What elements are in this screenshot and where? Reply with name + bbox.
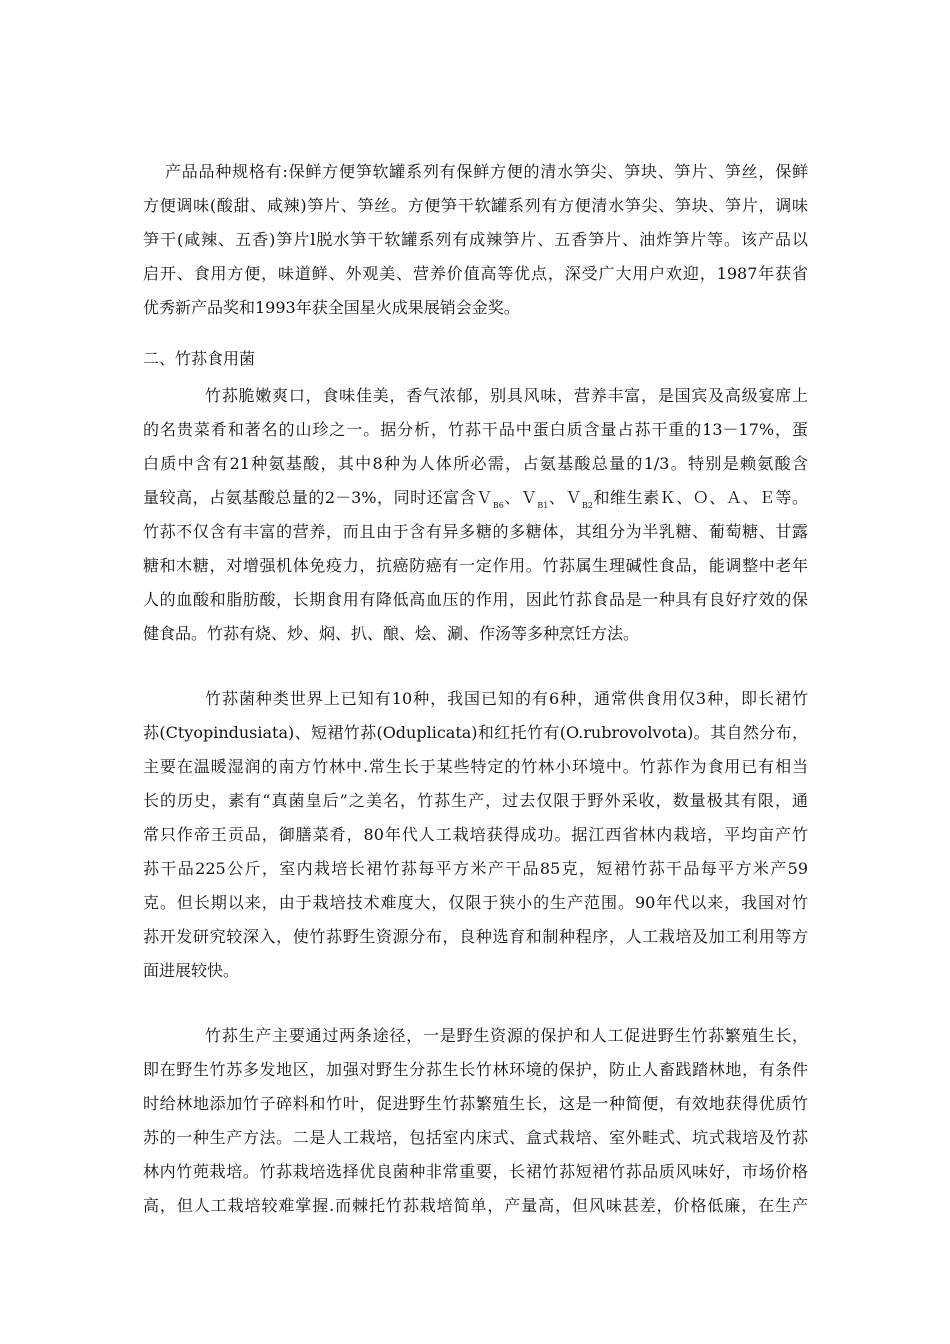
text-line: 面进展较快。: [143, 961, 240, 980]
text-line-with-subscripts: [143, 481, 808, 515]
text-segment: 、Ｖ: [548, 488, 582, 507]
subscript: B1: [537, 501, 549, 510]
text-line: 笋干(咸辣、五香)笋片l脱水笋干软罐系列有成辣笋片、五香笋片、油炸笋片等。该产品以: [143, 230, 808, 249]
text-line: 即在野生竹苏多发地区，加强对野生分荪生长竹林环境的保护，防止人畜践踏林地，有条件: [143, 1060, 808, 1079]
paragraph-products: [143, 155, 808, 325]
paragraph-species: [143, 682, 808, 988]
text-line: 长的历史，素有“真菌皇后”之美名，竹荪生产，过去仅限于野外采收，数量极其有限，通: [143, 791, 808, 810]
text-line: 白质中含有21种氨基酸，其中8种为人体所必需，占氨基酸总量的1/3。特别是赖氨酸含: [143, 454, 808, 473]
text-line: 方便调味(酸甜、咸辣)笋片、笋丝。方便笋干软罐系列有方便清水笋尖、笋块、笋片，调味: [143, 196, 808, 215]
text-line: 竹荪生产主要通过两条途径，一是野生资源的保护和人工促进野生竹荪繁殖生长，: [205, 1026, 808, 1045]
text-line: 时给林地添加竹子碎料和竹叶，促进野生竹荪繁殖生长，这是一种简便，有效地获得优质竹: [143, 1094, 808, 1113]
text-line: 健食品。竹荪有烧、炒、焖、扒、酿、烩、涮、作汤等多种烹饪方法。: [143, 624, 640, 643]
text-line: 主要在温暖湿润的南方竹林中.常生长于某些特定的竹林小环境中。竹荪作为食用已有相当: [143, 757, 808, 776]
subscript: B2: [582, 501, 593, 510]
text-line: 产品品种规格有:保鲜方便笋软罐系列有保鲜方便的清水笋尖、笋块、笋片、笋丝，保鲜: [165, 162, 808, 181]
text-line: 竹荪不仅含有丰富的营养，而且由于含有异多糖的多糖体，其组分为半乳糖、葡萄糖、甘露: [143, 522, 808, 541]
text-line: 林内竹蔸栽培。竹荪栽培选择优良菌种非常重要，长裙竹荪短裙竹荪品质风味好，市场价格: [143, 1162, 808, 1181]
text-line: 高，但人工栽培较难掌握.而棘托竹荪栽培简单，产量高，但风味甚差，价格低廉，在生产: [143, 1196, 808, 1215]
section-heading-text: 二、竹荪食用菌: [143, 349, 256, 368]
text-line: 常只作帝王贡品，御膳菜肴，80年代人工栽培获得成功。据江西省林内栽培，平均亩产竹: [143, 825, 808, 844]
text-segment: 量较高，占氨基酸总量的2－3%，同时还富含Ｖ: [143, 488, 493, 507]
text-line: 荪(Ctyopindusiata)、短裙竹荪(Oduplicata)和红托竹有(O.rubrovolvota)。其自然分布，: [143, 723, 808, 742]
text-line: 优秀新产品奖和1993年获全国星火成果展销会金奖。: [143, 298, 520, 317]
text-segment: 、Ｖ: [503, 488, 538, 507]
text-line: 人的血酸和脂肪酸，长期食用有降低高血压的作用，因此竹荪食品是一种具有良好疗效的保: [143, 590, 808, 609]
text-line: 竹荪菌种类世界上已知有10种，我国已知的有6种，通常供食用仅3种，即长裙竹: [205, 689, 808, 708]
text-line: 竹荪脆嫩爽口，食味佳美，香气浓郁，别具风味，营养丰富，是国宾及高级宴席上: [205, 386, 808, 405]
text-line: 的名贵菜肴和著名的山珍之一。据分析，竹荪干品中蛋白质含量占荪干重的13－17%，蛋: [143, 420, 808, 439]
paragraph-production: [143, 1019, 808, 1223]
text-line: 启开、食用方便，味道鲜、外观美、营养价值高等优点，深受广大用户欢迎，1987年获省: [143, 264, 808, 283]
text-line: 克。但长期以来，由于栽培技术难度大，仅限于狭小的生产范围。90年代以来，我国对竹: [143, 893, 808, 912]
text-line: 荪开发研究较深入，使竹荪野生资源分布，良种选育和制种程序，人工栽培及加工利用等方: [143, 927, 808, 946]
text-segment: 和维生素Ｋ、Ｏ、Ａ、Ｅ等。: [592, 488, 808, 507]
text-line: 荪干品225公斤，室内栽培长裙竹荪每平方米产干品85克，短裙竹荪干品每平方米产59: [143, 859, 808, 878]
paragraph-nutrition: [143, 379, 808, 651]
subscript: B6: [492, 501, 504, 510]
text-line: 苏的一种生产方法。二是人工栽培，包括室内床式、盒式栽培、室外畦式、坑式栽培及竹荪: [143, 1128, 808, 1147]
section-heading: [143, 342, 808, 376]
text-line: 糖和木糖，对增强机体免疫力，抗癌防癌有一定作用。竹荪属生理碱性食品，能调整中老年: [143, 556, 808, 575]
